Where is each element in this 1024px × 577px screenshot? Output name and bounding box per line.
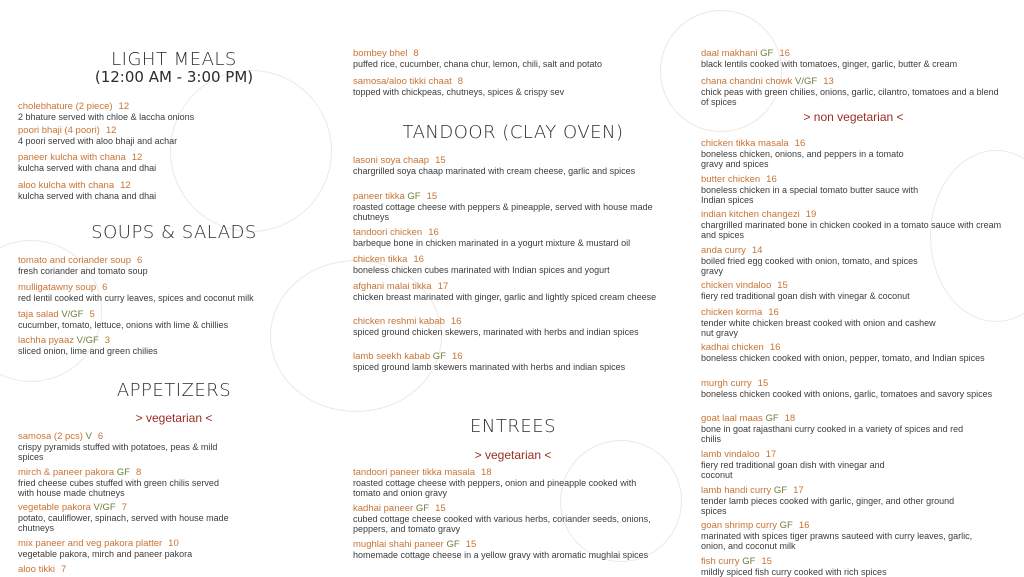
item-name: goan shrimp curry [701, 520, 778, 531]
item-name: cholebhature (2 piece) [18, 101, 113, 112]
menu-item [18, 468, 330, 498]
item-name: mix paneer and veg pakora platter [18, 538, 163, 549]
item-name: chicken tikka masala [701, 138, 789, 149]
item-description: fried cheese cubes stuffed with green chilis served with house made chutneys [18, 478, 219, 498]
item-name: chicken reshmi kabab [353, 316, 445, 327]
item-description: spiced ground lamb skewers marinated with herbs and indian spices [353, 362, 626, 372]
menu-item [18, 283, 330, 303]
item-description: cucumber, tomato, lettuce, onions with lime & chillies [18, 320, 229, 330]
section-title-light-meals: LIGHT MEALS [111, 49, 237, 70]
item-name: butter chicken [701, 174, 761, 185]
menu-item [353, 77, 673, 97]
item-description: tender white chicken breast cooked with onion and cashew nut gravy [701, 318, 936, 338]
menu-item [353, 468, 673, 498]
item-name: kadhai paneer [353, 503, 414, 514]
item-description: sliced onion, lime and green chilies [18, 346, 158, 356]
menu-item [701, 450, 1006, 480]
item-name: taja salad [18, 309, 59, 320]
item-price: 7 [60, 564, 67, 575]
item-price: 10 [168, 538, 179, 549]
item-tag: V/GF [76, 335, 99, 346]
item-name: chicken tikka [353, 254, 408, 265]
menu-item [18, 153, 330, 173]
menu-item [353, 282, 673, 302]
item-price: 12 [118, 101, 130, 112]
item-description: vegetable pakora, mirch and paneer pakora [18, 549, 193, 559]
item-description: bone in goat rajasthani curry cooked in a variety of spices and red chilis [701, 424, 964, 444]
item-price: 17 [437, 281, 449, 292]
item-price: 16 [413, 254, 424, 265]
subhead-vegetarian: > vegetarian < [474, 448, 552, 462]
menu-item [701, 486, 1006, 516]
item-tag: V/GF [795, 76, 818, 87]
item-name: mirch & paneer pakora [18, 467, 115, 478]
item-price: 7 [121, 502, 127, 513]
menu-item [701, 414, 1006, 444]
item-price: 16 [769, 342, 781, 353]
menu-item [18, 310, 330, 330]
item-description: 2 bhature served with chloe & laccha onions [18, 112, 195, 122]
item-description: boneless chicken cubes marinated with Indian spices and yogurt [353, 265, 610, 275]
item-description: mildly spiced fish curry cooked with rich spices [701, 567, 887, 577]
menu-item [18, 256, 330, 276]
item-description: red lentil cooked with curry leaves, spices and coconut milk [18, 293, 254, 303]
item-description: fiery red traditional goan dish with vinegar & coconut [701, 291, 910, 301]
item-name: fish curry [701, 556, 740, 567]
item-name: lachha pyaaz [18, 335, 74, 346]
item-description: tender lamb pieces cooked with garlic, ginger, and other ground spices [701, 496, 955, 516]
item-description: black lentils cooked with tomatoes, ginger, garlic, butter & cream [701, 59, 958, 69]
item-price: 16 [798, 520, 810, 531]
item-description: chargrilled marinated bone in chicken cooked in a tomato sauce with cream and spices [701, 220, 1002, 240]
item-description: spiced ground chicken skewers, marinated with herbs and indian spices [353, 327, 639, 337]
item-price: 15 [757, 378, 769, 389]
item-description: topped with chickpeas, chutneys, spices & crispy sev [353, 87, 565, 97]
item-price: 16 [450, 316, 462, 327]
item-name: aloo tikki [18, 564, 55, 575]
item-tag: GF [742, 556, 756, 567]
section-title-entrees: ENTREES [469, 416, 556, 437]
item-tag: GF [415, 503, 430, 514]
item-price: 15 [465, 539, 477, 550]
item-price: 6 [102, 282, 108, 293]
menu-item [353, 317, 673, 337]
item-name: tomato and coriander soup [18, 255, 132, 266]
menu-item [18, 432, 330, 462]
item-name: murgh curry [701, 378, 752, 389]
item-name: mulligatawny soup [18, 282, 97, 293]
item-name: vegetable pakora [18, 502, 91, 513]
menu-item [701, 175, 1006, 205]
item-tag: GF [446, 539, 460, 550]
item-name: tandoori paneer tikka masala [353, 467, 475, 478]
item-description: crispy pyramids stuffed with potatoes, peas & mild spices [18, 442, 218, 462]
menu-item [353, 352, 673, 372]
item-name: kadhai chicken [701, 342, 764, 353]
item-name: lamb seekh kabab [353, 351, 431, 362]
item-description: chicken breast marinated with ginger, garlic and lightly spiced cream cheese [353, 292, 657, 302]
item-description: 4 poori served with aloo bhaji and achar [18, 136, 178, 146]
subhead-vegetarian: > vegetarian < [135, 411, 213, 425]
item-price: 16 [794, 138, 806, 149]
item-tag: GF [407, 191, 421, 202]
item-tag: GF [779, 520, 793, 531]
item-price: 5 [89, 309, 95, 320]
item-name: poori bhaji (4 poori) [18, 125, 100, 136]
item-tag: GF [116, 467, 130, 478]
item-description: roasted cottage cheese with peppers, onion and pineapple cooked with tomato and onion gravy [353, 478, 637, 498]
item-name: lamb handi curry [701, 485, 772, 496]
background-decoration [170, 70, 332, 232]
menu-item [701, 77, 1006, 107]
menu-item [353, 192, 673, 222]
item-name: afghani malai tikka [353, 281, 432, 292]
item-description: fresh coriander and tomato soup [18, 266, 148, 276]
item-name: tandoori chicken [353, 227, 423, 238]
item-description: boneless chicken cooked with onions, garlic, tomatoes and savory spices [701, 389, 993, 399]
item-name: chicken korma [701, 307, 763, 318]
item-price: 15 [435, 503, 446, 514]
item-price: 17 [793, 485, 804, 496]
item-price: 14 [751, 245, 763, 256]
menu-item [701, 379, 1006, 399]
item-price: 3 [104, 335, 111, 346]
item-price: 17 [765, 449, 777, 460]
item-name: samosa/aloo tikki chaat [353, 76, 452, 87]
menu-item [353, 156, 673, 176]
item-name: anda curry [701, 245, 746, 256]
menu-item [701, 308, 1006, 338]
item-price: 8 [457, 76, 464, 87]
menu-item [353, 49, 673, 69]
item-price: 6 [97, 431, 104, 442]
section-title-appetizers: APPETIZERS [116, 380, 232, 401]
item-price: 12 [105, 125, 117, 136]
item-price: 12 [131, 152, 143, 163]
menu-item [701, 521, 1006, 551]
item-tag: GF [765, 413, 779, 424]
item-price: 15 [777, 280, 788, 291]
section-title-tandoor: TANDOOR (CLAY OVEN) [402, 122, 624, 143]
item-price: 13 [823, 76, 834, 87]
item-name: samosa (2 pcs) [18, 431, 83, 442]
menu-item [701, 343, 1006, 363]
item-name: bombey bhel [353, 48, 408, 59]
item-description: boneless chicken, onions, and peppers in a tomato gravy and spices [701, 149, 904, 169]
item-description: cubed cottage cheese cooked with various herbs, coriander seeds, onions, peppers, and tomato gravy [353, 514, 651, 534]
item-price: 18 [784, 413, 796, 424]
menu-item [353, 228, 673, 248]
item-description: fiery red traditional goan dish with vinegar and coconut [701, 460, 885, 480]
menu-item [18, 565, 330, 575]
item-description: kulcha served with chana and dhai [18, 191, 157, 201]
menu-item [18, 539, 330, 559]
menu-item [353, 255, 673, 275]
item-description: homemade cottage cheese in a yellow gravy with aromatic mughlai spices [353, 550, 649, 560]
item-name: lasoni soya chaap [353, 155, 430, 166]
menu-item [701, 139, 1006, 169]
item-description: kulcha served with chana and dhai [18, 163, 157, 173]
item-price: 16 [768, 307, 779, 318]
item-description: puffed rice, cucumber, chana chur, lemon, chili, salt and potato [353, 59, 602, 69]
menu-item [18, 126, 330, 146]
subhead-non-vegetarian: > non vegetarian < [803, 110, 904, 124]
item-price: 18 [481, 467, 492, 478]
item-description: roasted cottage cheese with peppers & pineapple, served with house made chutneys [353, 202, 653, 222]
menu-item [701, 49, 1006, 69]
item-price: 15 [761, 556, 772, 567]
menu-item [353, 504, 673, 534]
item-name: mughlai shahi paneer [353, 539, 444, 550]
item-name: lamb vindaloo [701, 449, 760, 460]
item-price: 16 [779, 48, 790, 59]
item-price: 8 [135, 467, 142, 478]
item-description: barbeque bone in chicken marinated in a yogurt mixture & mustard oil [353, 238, 631, 248]
item-price: 12 [120, 180, 131, 191]
item-price: 16 [766, 174, 777, 185]
item-name: daal makhani [701, 48, 758, 59]
item-description: boneless chicken in a special tomato butter sauce with Indian spices [701, 185, 919, 205]
item-tag: GF [773, 485, 788, 496]
menu-item [701, 281, 1006, 301]
item-name: paneer kulcha with chana [18, 152, 126, 163]
item-price: 16 [451, 351, 463, 362]
item-description: chargrilled soya chaap marinated with cream cheese, garlic and spices [353, 166, 636, 176]
item-description: marinated with spices tiger prawns sauteed with curry leaves, garlic, onion, and coconut milk [701, 531, 973, 551]
item-description: boneless chicken cooked with onion, pepper, tomato, and Indian spices [701, 353, 985, 363]
item-name: goat laal maas [701, 413, 763, 424]
menu-item [353, 540, 673, 560]
item-description: potato, cauliflower, spinach, served with house made chutneys [18, 513, 229, 533]
item-price: 16 [428, 227, 439, 238]
item-tag: GF [432, 351, 446, 362]
menu-item [18, 336, 330, 356]
item-tag: GF [760, 48, 774, 59]
item-price: 6 [137, 255, 143, 266]
item-tag: V [85, 431, 92, 442]
item-name: chicken vindaloo [701, 280, 772, 291]
menu-item [701, 246, 1006, 276]
item-name: paneer tikka [353, 191, 405, 202]
menu-item [701, 210, 1006, 240]
item-price: 15 [426, 191, 438, 202]
menu-item [18, 102, 330, 122]
menu-item [18, 503, 330, 533]
item-name: indian kitchen changezi [701, 209, 800, 220]
item-price: 19 [805, 209, 817, 220]
item-name: chana chandni chowk [701, 76, 793, 87]
item-description: chick peas with green chilies, onions, garlic, cilantro, tomatoes and a blend of spices [701, 87, 999, 107]
menu-item [701, 557, 1006, 577]
item-tag: V/GF [61, 309, 84, 320]
section-title-soups-salads: SOUPS & SALADS [91, 222, 257, 243]
item-name: aloo kulcha with chana [18, 180, 115, 191]
menu-item [18, 181, 330, 201]
section-hours: (12:00 AM - 3:00 PM) [94, 68, 254, 86]
item-price: 8 [413, 48, 419, 59]
item-tag: V/GF [93, 502, 116, 513]
item-price: 15 [435, 155, 446, 166]
item-description: boiled fried egg cooked with onion, tomato, and spices gravy [701, 256, 918, 276]
